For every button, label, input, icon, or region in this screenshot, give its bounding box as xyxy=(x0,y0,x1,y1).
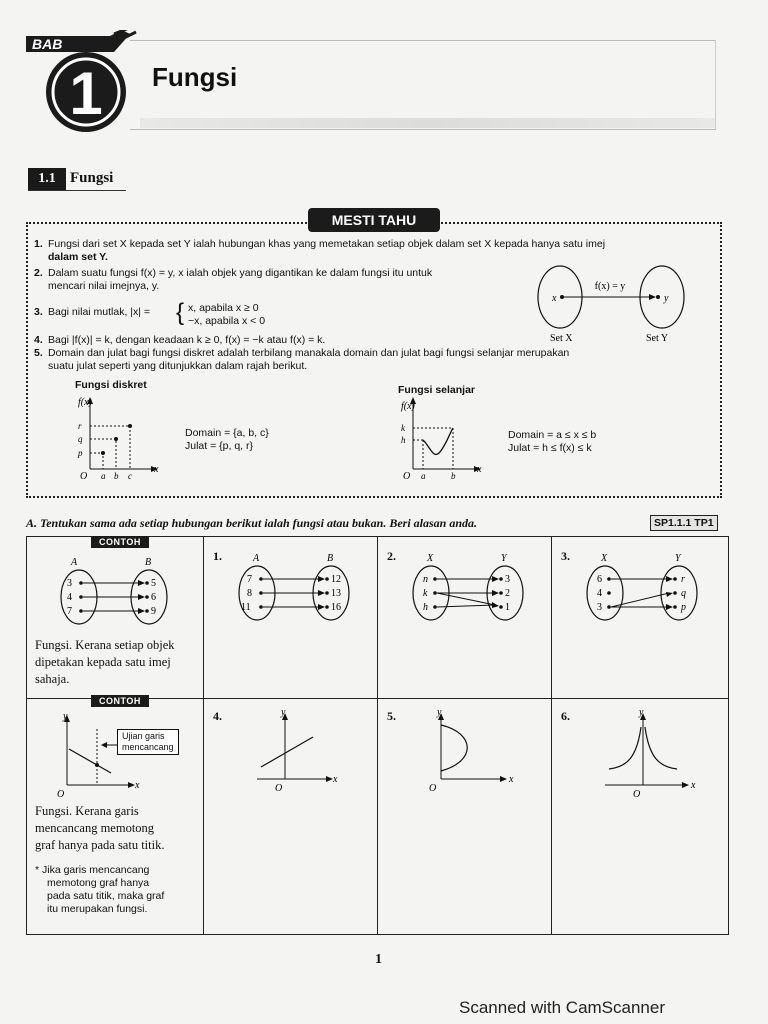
svg-text:x: x xyxy=(509,774,514,785)
sp-tag: SP1.1.1 TP1 xyxy=(650,515,718,531)
svg-text:x: x xyxy=(135,780,140,791)
question-number: 6. xyxy=(561,709,570,723)
q1-mapping xyxy=(223,549,373,624)
svg-text:3: 3 xyxy=(67,578,72,589)
list-item: 5. Domain dan julat bagi fungsi diskret adalah terbilang manakala domain dan julat bagi fungsi selanjar merupakan suatu julat seperti yang ditunjukkan dalam rajah berikut. xyxy=(34,347,570,372)
svg-text:5: 5 xyxy=(151,578,156,589)
example-answer: Fungsi. Kerana setiap objek dipetakan kepada satu imej sahaja. xyxy=(35,638,175,686)
svg-text:c: c xyxy=(128,471,132,481)
svg-text:O: O xyxy=(80,471,88,482)
svg-text:x: x xyxy=(333,774,338,785)
svg-text:7: 7 xyxy=(247,574,252,585)
section-rule xyxy=(28,190,126,191)
svg-text:x: x xyxy=(552,293,557,304)
page-number: 1 xyxy=(375,952,382,967)
question-number: 5. xyxy=(387,709,396,723)
continuous-title: Fungsi selanjar xyxy=(398,384,476,396)
svg-text:f(x): f(x) xyxy=(401,401,415,412)
svg-text:b: b xyxy=(114,471,119,481)
svg-text:3: 3 xyxy=(505,574,510,585)
svg-text:y: y xyxy=(639,707,644,718)
svg-text:a: a xyxy=(101,471,106,481)
chapter-title: Fungsi xyxy=(152,62,238,92)
svg-text:A: A xyxy=(253,553,260,564)
question-number: 1. xyxy=(213,549,222,563)
svg-text:h: h xyxy=(401,435,406,445)
svg-text:b: b xyxy=(451,471,456,481)
list-item: 1. Fungsi dari set X kepada set Y ialah hubungan khas yang memetakan setiap objek dalam set X kepada hanya satu imej dalam set Y. xyxy=(34,238,606,263)
section-title: Fungsi xyxy=(70,170,114,186)
contoh-label: CONTOH xyxy=(91,695,149,707)
discrete-domain: Domain = {a, b, c} Julat = {p, q, r} xyxy=(185,427,269,452)
svg-text:O: O xyxy=(403,471,411,482)
example-answer: Fungsi. Kerana garis mencancang memotong graf hanya pada satu titik. xyxy=(35,804,165,852)
contoh-label: CONTOH xyxy=(91,536,149,548)
q4-graph xyxy=(247,707,357,797)
question-number: 4. xyxy=(213,709,222,723)
q5-graph xyxy=(423,707,533,797)
list-item: 4. Bagi |f(x)| = k, dengan keadaan k ≥ 0, f(x) = −k atau f(x) = k. xyxy=(34,334,326,346)
chapter-badge xyxy=(22,30,137,135)
svg-text:k: k xyxy=(423,588,428,599)
svg-text:q: q xyxy=(681,588,686,599)
list-item: 2. Dalam suatu fungsi f(x) = y, x ialah objek yang digantikan ke dalam fungsi itu untuk mencari nilai imejnya, y. xyxy=(34,267,433,292)
svg-text:X: X xyxy=(427,553,434,564)
q6-graph xyxy=(597,707,707,797)
question-number: 2. xyxy=(387,549,396,563)
svg-text:O: O xyxy=(429,783,437,794)
chapter-number: 1 xyxy=(69,60,103,127)
svg-text:h: h xyxy=(423,602,428,613)
svg-text:6: 6 xyxy=(151,592,156,603)
svg-text:y: y xyxy=(664,293,669,304)
svg-text:Set X: Set X xyxy=(550,333,573,344)
svg-text:f(x): f(x) xyxy=(78,397,92,408)
svg-text:k: k xyxy=(401,423,405,433)
svg-text:x: x xyxy=(477,464,482,475)
continuous-graph xyxy=(393,393,493,483)
svg-text:p: p xyxy=(78,448,83,458)
svg-text:x: x xyxy=(154,464,159,475)
svg-text:6: 6 xyxy=(597,574,602,585)
continuous-domain: Domain = a ≤ x ≤ b Julat = h ≤ f(x) ≤ k xyxy=(508,429,597,454)
q2-mapping xyxy=(397,549,547,624)
svg-text:1: 1 xyxy=(505,602,510,613)
svg-text:16: 16 xyxy=(331,602,341,613)
question-number: 3. xyxy=(561,549,570,563)
piecewise-cases: x, apabila x ≥ 0 −x, apabila x < 0 xyxy=(188,302,266,327)
svg-text:4: 4 xyxy=(67,592,72,603)
svg-text:12: 12 xyxy=(331,574,341,585)
svg-text:Y: Y xyxy=(501,553,507,564)
svg-text:11: 11 xyxy=(241,602,251,613)
example-note: * Jika garis mencancang memotong graf hanya pada satu titik, maka graf itu merupakan fungsi. xyxy=(35,864,165,915)
question-a: A. Tentukan sama ada setiap hubungan berikut ialah fungsi atau bukan. Beri alasan anda. xyxy=(26,516,478,530)
svg-text:O: O xyxy=(275,783,283,794)
svg-text:f(x) = y: f(x) = y xyxy=(594,281,626,292)
svg-text:y: y xyxy=(281,707,286,718)
question-grid xyxy=(26,536,729,935)
example-mapping xyxy=(37,553,187,628)
svg-text:y: y xyxy=(63,711,68,722)
svg-text:r: r xyxy=(78,421,82,431)
svg-text:r: r xyxy=(681,574,685,585)
scanner-watermark: Scanned with CamScanner xyxy=(459,998,666,1017)
svg-text:q: q xyxy=(78,434,83,444)
mapping-diagram xyxy=(536,260,706,346)
discrete-title: Fungsi diskret xyxy=(75,379,147,391)
mesti-tahu-badge: MESTI TAHU xyxy=(308,208,440,232)
svg-text:B: B xyxy=(145,557,152,568)
svg-text:Set Y: Set Y xyxy=(646,333,669,344)
svg-text:2: 2 xyxy=(505,588,510,599)
svg-text:7: 7 xyxy=(67,606,72,617)
svg-text:B: B xyxy=(327,553,334,564)
q3-mapping xyxy=(571,549,721,624)
svg-text:n: n xyxy=(423,574,428,585)
list-item: 3. Bagi nilai mutlak, |x| = xyxy=(34,306,151,318)
svg-text:9: 9 xyxy=(151,606,156,617)
svg-text:y: y xyxy=(437,707,442,718)
section-number: 1.1 xyxy=(28,168,66,190)
svg-text:3: 3 xyxy=(597,602,602,613)
svg-text:Y: Y xyxy=(675,553,681,564)
header-shade xyxy=(140,118,715,128)
svg-text:A: A xyxy=(71,557,78,568)
discrete-graph xyxy=(70,393,170,483)
svg-text:O: O xyxy=(633,789,641,797)
svg-text:p: p xyxy=(681,602,686,613)
brace: { xyxy=(176,299,185,326)
bab-label: BAB xyxy=(32,36,63,52)
svg-text:8: 8 xyxy=(247,588,252,599)
svg-text:a: a xyxy=(421,471,426,481)
svg-text:O: O xyxy=(57,789,65,799)
svg-text:x: x xyxy=(691,780,696,791)
callout-box: Ujian garis mencancang xyxy=(117,729,179,755)
svg-text:X: X xyxy=(601,553,608,564)
svg-text:13: 13 xyxy=(331,588,341,599)
svg-text:4: 4 xyxy=(597,588,602,599)
